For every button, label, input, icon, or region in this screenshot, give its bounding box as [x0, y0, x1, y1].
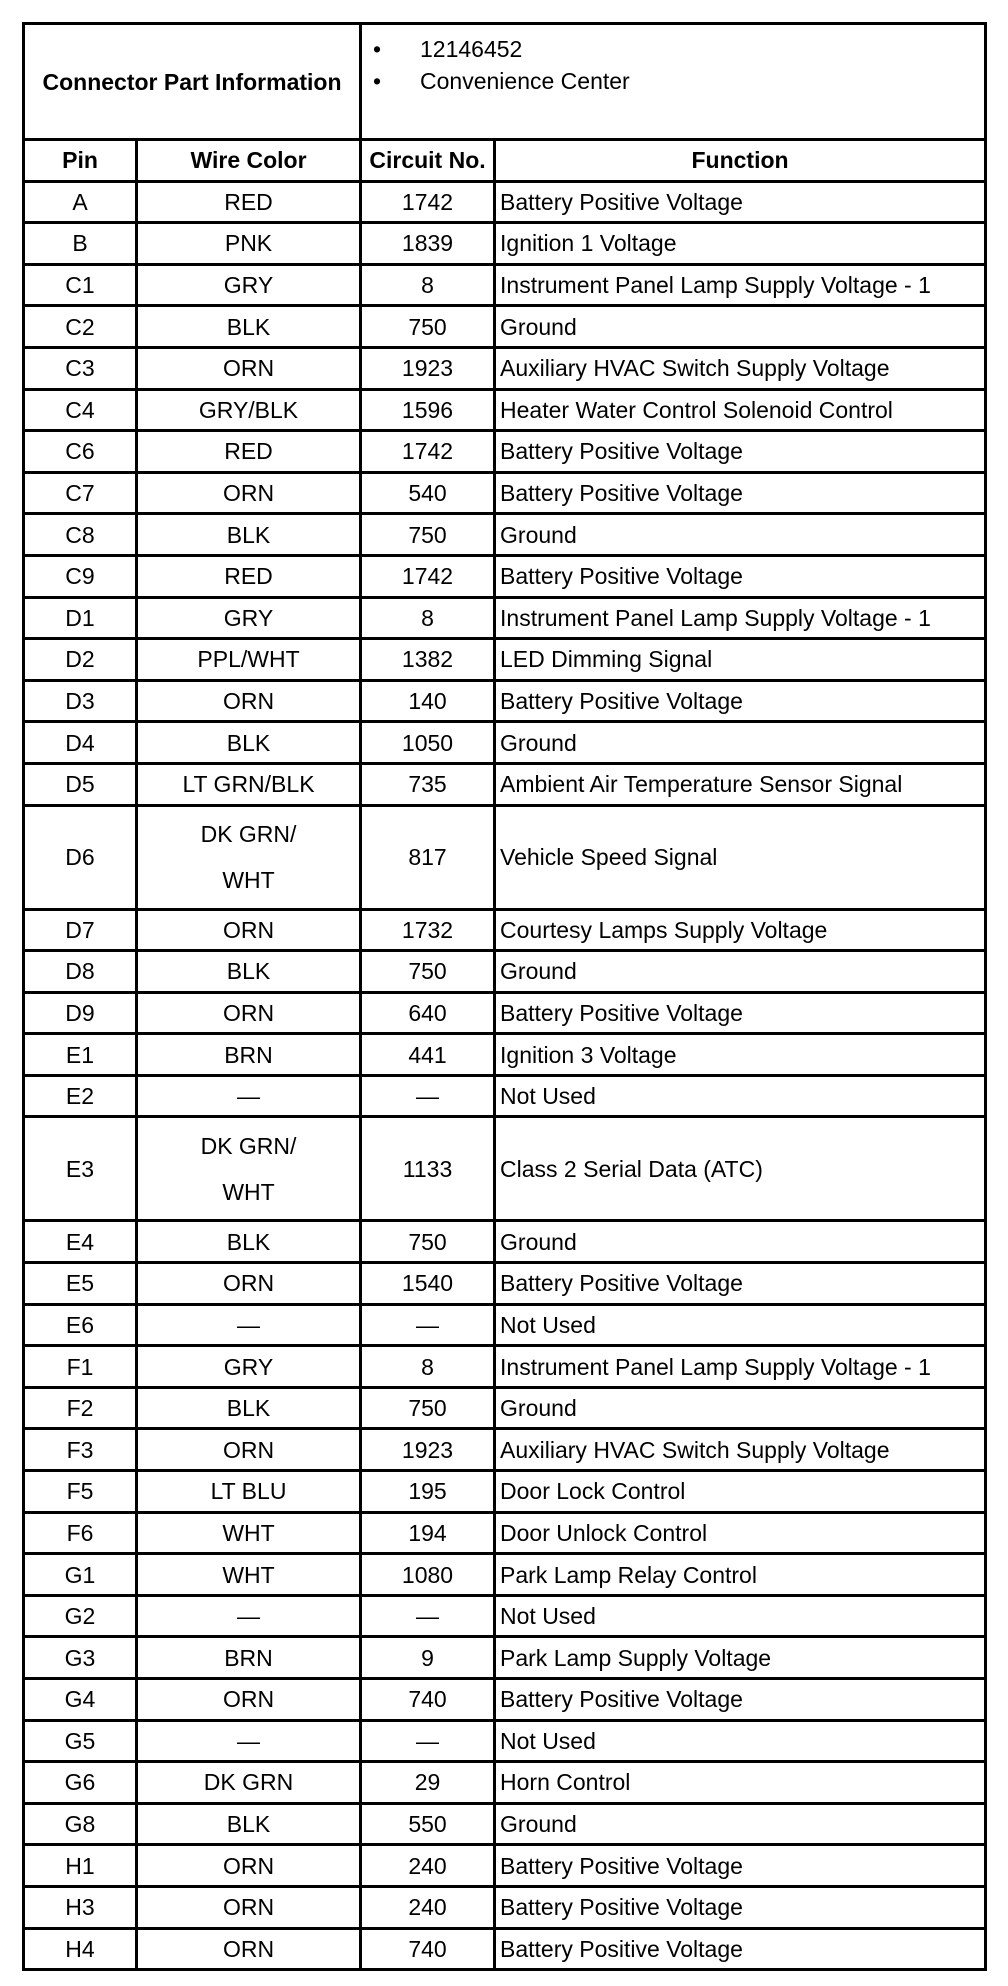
function-cell: Horn Control [495, 1762, 986, 1804]
pin-cell: F5 [24, 1471, 137, 1513]
function-cell: Ignition 1 Voltage [495, 223, 986, 265]
pin-cell: A [24, 181, 137, 223]
wire-color-cell: ORN [137, 1679, 361, 1721]
function-cell: Not Used [495, 1304, 986, 1346]
pin-cell: G6 [24, 1762, 137, 1804]
pin-cell: E5 [24, 1263, 137, 1305]
table-row [24, 472, 986, 514]
wire-color-cell: — [137, 1075, 361, 1117]
function-cell: Ignition 3 Voltage [495, 1034, 986, 1076]
wire-color-cell: RED [137, 181, 361, 223]
wire-color-line: WHT [222, 867, 275, 893]
pin-cell: C3 [24, 347, 137, 389]
table-row [24, 1886, 986, 1928]
circuit-cell: 8 [361, 597, 495, 639]
connector-info-row [24, 24, 986, 140]
wire-color-cell: ORN [137, 472, 361, 514]
pin-cell: E3 [24, 1117, 137, 1221]
wire-color-cell: BLK [137, 722, 361, 764]
function-cell: Class 2 Serial Data (ATC) [495, 1117, 986, 1221]
circuit-cell: — [361, 1595, 495, 1637]
pin-cell: C2 [24, 306, 137, 348]
wire-color-cell: WHT [137, 1554, 361, 1596]
circuit-cell: 750 [361, 951, 495, 993]
wire-color-cell: BLK [137, 306, 361, 348]
header-row [24, 140, 986, 182]
pin-cell: D5 [24, 763, 137, 805]
circuit-cell: 441 [361, 1034, 495, 1076]
wire-color-line: WHT [222, 1178, 275, 1205]
function-cell: Door Lock Control [495, 1471, 986, 1513]
table-row [24, 1762, 986, 1804]
column-header-pin: Pin [24, 140, 137, 182]
connector-part-info [361, 24, 986, 140]
circuit-cell: 1839 [361, 223, 495, 265]
column-header-wire-color: Wire Color [137, 140, 361, 182]
table-row [24, 1720, 986, 1762]
function-cell: Ground [495, 1221, 986, 1263]
table-row [24, 514, 986, 556]
circuit-cell: 1923 [361, 1429, 495, 1471]
pin-cell: F2 [24, 1387, 137, 1429]
function-cell: Battery Positive Voltage [495, 680, 986, 722]
circuit-cell: 817 [361, 805, 495, 909]
function-cell: Ground [495, 722, 986, 764]
function-cell: Instrument Panel Lamp Supply Voltage - 1 [495, 264, 986, 306]
wire-color-cell: GRY [137, 1346, 361, 1388]
circuit-cell: 750 [361, 1221, 495, 1263]
table-row [24, 347, 986, 389]
circuit-cell: — [361, 1304, 495, 1346]
function-cell: Battery Positive Voltage [495, 1263, 986, 1305]
circuit-cell: — [361, 1075, 495, 1117]
table-row [24, 1387, 986, 1429]
function-cell: Park Lamp Relay Control [495, 1554, 986, 1596]
wire-color-cell: BLK [137, 951, 361, 993]
function-cell: Battery Positive Voltage [495, 555, 986, 597]
function-cell: Battery Positive Voltage [495, 1845, 986, 1887]
function-cell: Battery Positive Voltage [495, 181, 986, 223]
wire-color-line: DK GRN/ [200, 1132, 297, 1159]
circuit-cell: 240 [361, 1886, 495, 1928]
wire-color-cell: — [137, 1595, 361, 1637]
pin-cell: H1 [24, 1845, 137, 1887]
circuit-cell: 29 [361, 1762, 495, 1804]
circuit-cell: 194 [361, 1512, 495, 1554]
function-cell: Battery Positive Voltage [495, 1886, 986, 1928]
pin-cell: H3 [24, 1886, 137, 1928]
connector-table-container [22, 22, 984, 1971]
wire-color-cell: WHT [137, 1512, 361, 1554]
wire-color-cell: LT GRN/BLK [137, 763, 361, 805]
table-row [24, 1512, 986, 1554]
table-row [24, 1429, 986, 1471]
function-cell: Ground [495, 951, 986, 993]
wire-color-cell: GRY/BLK [137, 389, 361, 431]
table-row [24, 1679, 986, 1721]
function-cell: LED Dimming Signal [495, 639, 986, 681]
table-row [24, 555, 986, 597]
circuit-cell: 1080 [361, 1554, 495, 1596]
circuit-cell: 1540 [361, 1263, 495, 1305]
wire-color-cell: RED [137, 555, 361, 597]
pin-cell: G1 [24, 1554, 137, 1596]
pin-cell: H4 [24, 1928, 137, 1970]
function-cell: Instrument Panel Lamp Supply Voltage - 1 [495, 597, 986, 639]
circuit-cell: 750 [361, 1387, 495, 1429]
wire-color-cell: ORN [137, 1429, 361, 1471]
table-row [24, 992, 986, 1034]
circuit-cell: 1133 [361, 1117, 495, 1221]
table-row [24, 805, 986, 909]
pin-cell: D9 [24, 992, 137, 1034]
table-row [24, 1034, 986, 1076]
wire-color-cell: RED [137, 431, 361, 473]
function-cell: Courtesy Lamps Supply Voltage [495, 909, 986, 951]
wire-color-cell: PPL/WHT [137, 639, 361, 681]
column-header-circuit: Circuit No. [361, 140, 495, 182]
function-cell: Battery Positive Voltage [495, 1679, 986, 1721]
table-row [24, 1221, 986, 1263]
wire-color-cell: GRY [137, 597, 361, 639]
connector-part-label: Connector Part Information [24, 24, 361, 140]
circuit-cell: 550 [361, 1803, 495, 1845]
function-cell: Heater Water Control Solenoid Control [495, 389, 986, 431]
table-row [24, 1304, 986, 1346]
pin-cell: D7 [24, 909, 137, 951]
wire-color-cell: ORN [137, 992, 361, 1034]
table-row [24, 1554, 986, 1596]
wire-color-cell: ORN [137, 1928, 361, 1970]
circuit-cell: 740 [361, 1679, 495, 1721]
table-row [24, 223, 986, 265]
circuit-cell: 1742 [361, 555, 495, 597]
pin-cell: C4 [24, 389, 137, 431]
connector-part-number: • 12146452 [420, 33, 984, 65]
wire-color-cell: ORN [137, 1886, 361, 1928]
table-row [24, 431, 986, 473]
table-row [24, 1928, 986, 1970]
function-cell: Ground [495, 1803, 986, 1845]
wire-color-cell: GRY [137, 264, 361, 306]
pin-cell: G3 [24, 1637, 137, 1679]
function-cell: Auxiliary HVAC Switch Supply Voltage [495, 1429, 986, 1471]
connector-pinout-table [22, 22, 987, 1971]
pin-cell: D3 [24, 680, 137, 722]
wire-color-cell: LT BLU [137, 1471, 361, 1513]
function-cell: Instrument Panel Lamp Supply Voltage - 1 [495, 1346, 986, 1388]
table-row [24, 1263, 986, 1305]
table-row [24, 763, 986, 805]
wire-color-cell: ORN [137, 1845, 361, 1887]
table-row [24, 389, 986, 431]
pin-cell: G4 [24, 1679, 137, 1721]
circuit-cell: 640 [361, 992, 495, 1034]
circuit-cell: 1382 [361, 639, 495, 681]
table-row [24, 1346, 986, 1388]
pin-cell: D2 [24, 639, 137, 681]
function-cell: Battery Positive Voltage [495, 472, 986, 514]
table-row [24, 597, 986, 639]
pin-cell: D6 [24, 805, 137, 909]
function-cell: Door Unlock Control [495, 1512, 986, 1554]
function-cell: Ambient Air Temperature Sensor Signal [495, 763, 986, 805]
wire-color-cell: ORN [137, 909, 361, 951]
wire-color-cell: ORN [137, 347, 361, 389]
table-row [24, 722, 986, 764]
pin-cell: F6 [24, 1512, 137, 1554]
wire-color-cell: — [137, 1304, 361, 1346]
circuit-cell: 735 [361, 763, 495, 805]
pin-cell: G5 [24, 1720, 137, 1762]
pin-cell: G2 [24, 1595, 137, 1637]
wire-color-cell: BLK [137, 1803, 361, 1845]
wire-color-cell: ORN [137, 680, 361, 722]
pin-cell: C1 [24, 264, 137, 306]
function-cell: Ground [495, 514, 986, 556]
table-row [24, 1471, 986, 1513]
pin-cell: C9 [24, 555, 137, 597]
function-cell: Not Used [495, 1075, 986, 1117]
table-row [24, 909, 986, 951]
table-row [24, 951, 986, 993]
function-cell: Vehicle Speed Signal [495, 805, 986, 909]
table-row [24, 639, 986, 681]
function-cell: Park Lamp Supply Voltage [495, 1637, 986, 1679]
connector-info-list [362, 33, 984, 97]
pin-cell: E6 [24, 1304, 137, 1346]
pin-cell: D8 [24, 951, 137, 993]
table-row [24, 264, 986, 306]
pin-cell: D1 [24, 597, 137, 639]
circuit-cell: 240 [361, 1845, 495, 1887]
wire-color-line: DK GRN/ [200, 821, 297, 847]
wire-color-cell [137, 1117, 361, 1221]
pin-cell: E1 [24, 1034, 137, 1076]
wire-color-cell: BLK [137, 514, 361, 556]
function-cell: Ground [495, 306, 986, 348]
table-row [24, 1117, 986, 1221]
table-row [24, 1595, 986, 1637]
pin-cell: E4 [24, 1221, 137, 1263]
circuit-cell: 1742 [361, 181, 495, 223]
circuit-cell: 1923 [361, 347, 495, 389]
circuit-cell: 750 [361, 514, 495, 556]
pin-cell: C8 [24, 514, 137, 556]
wire-color-cell: BRN [137, 1034, 361, 1076]
pin-cell: C7 [24, 472, 137, 514]
function-cell: Ground [495, 1387, 986, 1429]
pin-cell: E2 [24, 1075, 137, 1117]
wire-color-cell: ORN [137, 1263, 361, 1305]
function-cell: Not Used [495, 1595, 986, 1637]
circuit-cell: 740 [361, 1928, 495, 1970]
table-row [24, 1075, 986, 1117]
table-row [24, 306, 986, 348]
wire-color-cell: DK GRN [137, 1762, 361, 1804]
pin-cell: F1 [24, 1346, 137, 1388]
function-cell: Not Used [495, 1720, 986, 1762]
wire-color-cell: BLK [137, 1221, 361, 1263]
circuit-cell: 140 [361, 680, 495, 722]
connector-location: • Convenience Center [420, 65, 984, 97]
circuit-cell: 540 [361, 472, 495, 514]
column-header-function: Function [495, 140, 986, 182]
circuit-cell: 195 [361, 1471, 495, 1513]
pin-cell: C6 [24, 431, 137, 473]
circuit-cell: — [361, 1720, 495, 1762]
circuit-cell: 8 [361, 264, 495, 306]
table-row [24, 680, 986, 722]
function-cell: Battery Positive Voltage [495, 992, 986, 1034]
table-row [24, 181, 986, 223]
circuit-cell: 750 [361, 306, 495, 348]
wire-color-cell: BRN [137, 1637, 361, 1679]
table-row [24, 1803, 986, 1845]
circuit-cell: 8 [361, 1346, 495, 1388]
wire-color-cell: PNK [137, 223, 361, 265]
pin-cell: F3 [24, 1429, 137, 1471]
wire-color-cell: — [137, 1720, 361, 1762]
circuit-cell: 9 [361, 1637, 495, 1679]
circuit-cell: 1596 [361, 389, 495, 431]
function-cell: Battery Positive Voltage [495, 431, 986, 473]
function-cell: Auxiliary HVAC Switch Supply Voltage [495, 347, 986, 389]
wire-color-cell [137, 805, 361, 909]
function-cell: Battery Positive Voltage [495, 1928, 986, 1970]
pin-cell: G8 [24, 1803, 137, 1845]
pin-cell: B [24, 223, 137, 265]
table-row [24, 1637, 986, 1679]
wire-color-cell: BLK [137, 1387, 361, 1429]
circuit-cell: 1050 [361, 722, 495, 764]
pin-cell: D4 [24, 722, 137, 764]
circuit-cell: 1742 [361, 431, 495, 473]
circuit-cell: 1732 [361, 909, 495, 951]
table-row [24, 1845, 986, 1887]
